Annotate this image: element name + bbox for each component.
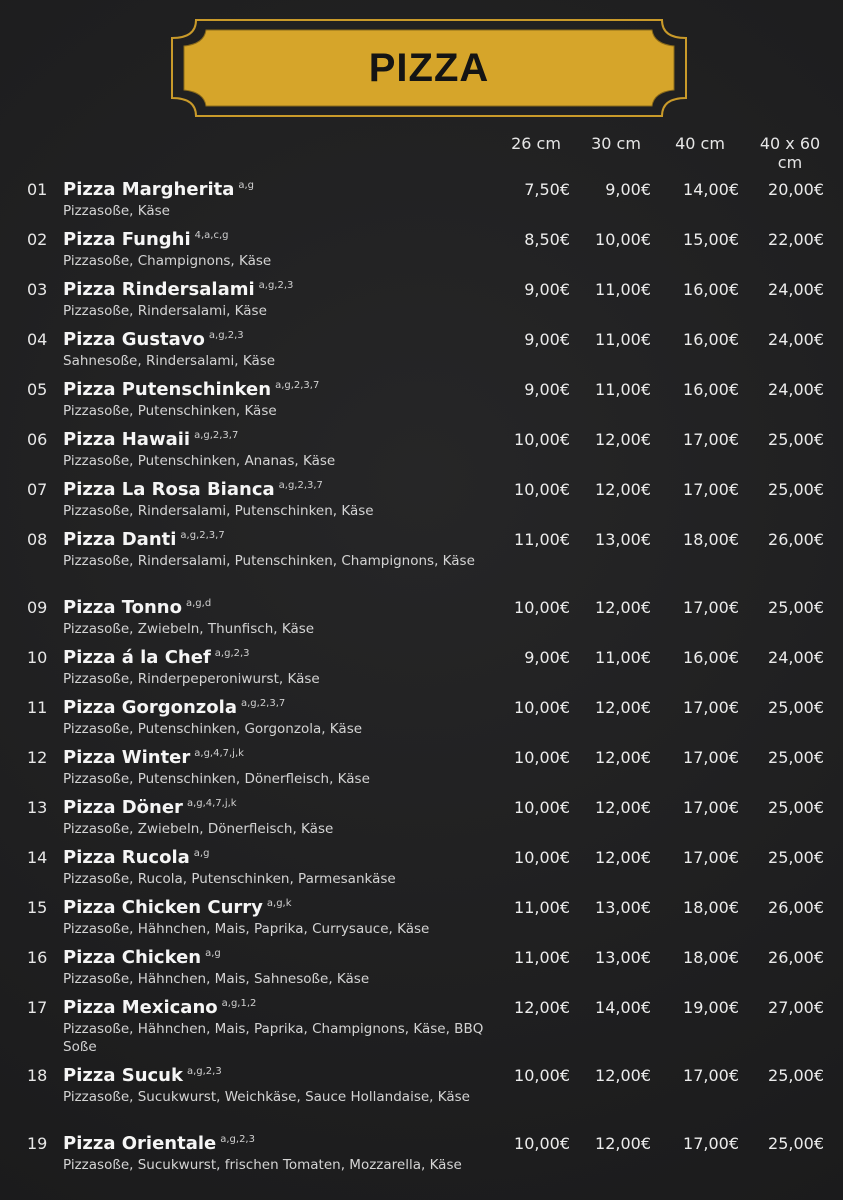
item-number: 08 (27, 530, 48, 549)
item-name-text: Pizza Chicken (63, 947, 202, 968)
price-26cm: 10,00€ (514, 1134, 570, 1153)
price-40cm: 16,00€ (683, 648, 739, 667)
price-30cm: 13,00€ (595, 948, 651, 967)
item-allergens: a,g,4,7,j,k (194, 748, 244, 759)
menu-item (0, 698, 843, 748)
item-description: Pizzasoße, Rindersalami, Putenschinken, Käse (63, 503, 374, 519)
item-name (63, 479, 323, 500)
price-30cm: 14,00€ (595, 998, 651, 1017)
price-40cm: 16,00€ (683, 330, 739, 349)
price-40x60cm: 26,00€ (768, 530, 824, 549)
item-number: 04 (27, 330, 48, 349)
price-30cm: 13,00€ (595, 530, 651, 549)
price-40cm: 18,00€ (683, 530, 739, 549)
item-name-text: Pizza Hawaii (63, 429, 191, 450)
item-name (63, 997, 256, 1018)
price-30cm: 12,00€ (595, 748, 651, 767)
item-description: Pizzasoße, Putenschinken, Dönerfleisch, Käse (63, 771, 370, 787)
price-26cm: 11,00€ (514, 898, 570, 917)
price-30cm: 11,00€ (595, 380, 651, 399)
item-description: Pizzasoße, Käse (63, 203, 170, 219)
item-description: Pizzasoße, Sucukwurst, frischen Tomaten, Mozzarella, Käse (63, 1157, 462, 1173)
price-40x60cm: 25,00€ (768, 1134, 824, 1153)
item-number: 07 (27, 480, 48, 499)
price-40x60cm: 25,00€ (768, 430, 824, 449)
item-name-text: Pizza Chicken Curry (63, 897, 263, 918)
price-40x60cm: 26,00€ (768, 898, 824, 917)
menu-item (0, 1134, 843, 1184)
price-40cm: 17,00€ (683, 480, 739, 499)
item-allergens: a,g (238, 180, 255, 191)
item-number: 13 (27, 798, 48, 817)
price-30cm: 12,00€ (595, 598, 651, 617)
item-name-text: Pizza Gustavo (63, 329, 205, 350)
item-allergens: a,g,d (185, 598, 212, 609)
price-40cm: 19,00€ (683, 998, 739, 1017)
price-40cm: 16,00€ (683, 380, 739, 399)
menu-item (0, 848, 843, 898)
item-allergens: a,g,2,3,7 (194, 430, 239, 441)
item-description: Pizzasoße, Hähnchen, Mais, Sahnesoße, Käse (63, 971, 370, 987)
price-30cm: 12,00€ (595, 798, 651, 817)
item-name-text: Pizza Orientale (63, 1133, 217, 1154)
item-number: 06 (27, 430, 48, 449)
item-name-text: Pizza Margherita (63, 179, 235, 200)
item-description: Pizzasoße, Champignons, Käse (63, 253, 272, 269)
item-name (63, 1133, 255, 1154)
item-name-text: Pizza Danti (63, 529, 177, 550)
item-number: 01 (27, 180, 48, 199)
price-40x60cm: 25,00€ (768, 848, 824, 867)
price-40cm: 18,00€ (683, 898, 739, 917)
item-name-text: Pizza Funghi (63, 229, 191, 250)
item-description: Pizzasoße, Rindersalami, Käse (63, 303, 267, 319)
price-40x60cm: 25,00€ (768, 798, 824, 817)
price-30cm: 12,00€ (595, 1066, 651, 1085)
item-name-text: Pizza Rucola (63, 847, 190, 868)
price-26cm: 9,00€ (524, 648, 570, 667)
price-26cm: 10,00€ (514, 430, 570, 449)
item-name (63, 947, 221, 968)
item-name-text: Pizza á la Chef (63, 647, 211, 668)
price-30cm: 12,00€ (595, 430, 651, 449)
menu-item (0, 330, 843, 380)
item-name-text: Pizza Tonno (63, 597, 182, 618)
item-allergens: a,g,2,3 (258, 280, 294, 291)
item-description: Pizzasoße, Rindersalami, Putenschinken, Champignons, Käse (63, 553, 475, 569)
item-allergens: a,g,k (266, 898, 292, 909)
price-30cm: 12,00€ (595, 1134, 651, 1153)
price-30cm: 11,00€ (595, 280, 651, 299)
price-40x60cm: 25,00€ (768, 1066, 824, 1085)
menu-item (0, 530, 843, 598)
price-26cm: 10,00€ (514, 480, 570, 499)
menu-item (0, 648, 843, 698)
price-40x60cm: 20,00€ (768, 180, 824, 199)
item-allergens: a,g,1,2 (221, 998, 257, 1009)
item-name (63, 697, 285, 718)
price-26cm: 10,00€ (514, 1066, 570, 1085)
item-allergens: a,g,2,3,7 (240, 698, 286, 709)
item-name (63, 797, 237, 818)
item-allergens: a,g,2,3 (220, 1134, 255, 1145)
item-name-text: Pizza Mexicano (63, 997, 218, 1018)
item-number: 09 (27, 598, 48, 617)
item-name (63, 647, 250, 668)
item-allergens: a,g,2,3,7 (275, 380, 320, 391)
item-name (63, 329, 244, 350)
price-40x60cm: 24,00€ (768, 280, 824, 299)
price-26cm: 8,50€ (524, 230, 570, 249)
item-name (63, 279, 293, 300)
price-40cm: 17,00€ (683, 1066, 739, 1085)
item-allergens: a,g,2,3 (186, 1066, 222, 1077)
price-40x60cm: 26,00€ (768, 948, 824, 967)
item-number: 19 (27, 1134, 48, 1153)
item-name-text: Pizza Döner (63, 797, 183, 818)
item-description: Sahnesoße, Rindersalami, Käse (63, 353, 276, 369)
item-name (63, 379, 319, 400)
item-name-text: Pizza Rindersalami (63, 279, 255, 300)
menu-item (0, 230, 843, 280)
menu-item (0, 280, 843, 330)
price-26cm: 9,00€ (524, 330, 570, 349)
item-name-text: Pizza Gorgonzola (63, 697, 237, 718)
item-name (63, 229, 229, 250)
item-allergens: a,g (205, 948, 221, 959)
item-name (63, 747, 244, 768)
menu-list (0, 180, 843, 1184)
size-header-26: 26 cm (511, 134, 561, 153)
item-name (63, 429, 238, 450)
item-number: 14 (27, 848, 48, 867)
price-26cm: 12,00€ (514, 998, 570, 1017)
item-number: 16 (27, 948, 48, 967)
price-40cm: 14,00€ (683, 180, 739, 199)
price-40x60cm: 25,00€ (768, 480, 824, 499)
menu-item (0, 180, 843, 230)
price-40cm: 17,00€ (683, 1134, 739, 1153)
item-name (63, 1065, 222, 1086)
menu-item (0, 430, 843, 480)
item-description: Pizzasoße, Putenschinken, Ananas, Käse (63, 453, 336, 469)
price-40x60cm: 25,00€ (768, 698, 824, 717)
item-number: 15 (27, 898, 48, 917)
item-description: Pizzasoße, Zwiebeln, Thunfisch, Käse (63, 621, 315, 637)
price-26cm: 10,00€ (514, 698, 570, 717)
item-description: Pizzasoße, Hähnchen, Mais, Paprika, Currysauce, Käse (63, 921, 430, 937)
price-40cm: 17,00€ (683, 748, 739, 767)
size-header-40: 40 cm (675, 134, 725, 153)
item-description: Pizzasoße, Rinderpeperoniwurst, Käse (63, 671, 320, 687)
price-40x60cm: 24,00€ (768, 330, 824, 349)
item-name (63, 597, 211, 618)
price-40cm: 17,00€ (683, 698, 739, 717)
price-26cm: 11,00€ (514, 948, 570, 967)
price-40cm: 18,00€ (683, 948, 739, 967)
item-number: 10 (27, 648, 48, 667)
item-description: Pizzasoße, Zwiebeln, Dönerfleisch, Käse (63, 821, 334, 837)
menu-item (0, 898, 843, 948)
price-40cm: 17,00€ (683, 798, 739, 817)
size-headers (0, 134, 843, 174)
menu-item (0, 480, 843, 530)
price-40cm: 15,00€ (683, 230, 739, 249)
item-name-text: Pizza Winter (63, 747, 191, 768)
item-number: 11 (27, 698, 48, 717)
price-26cm: 9,00€ (524, 280, 570, 299)
price-26cm: 10,00€ (514, 598, 570, 617)
item-allergens: 4,a,c,g (194, 230, 229, 241)
price-40cm: 17,00€ (683, 430, 739, 449)
price-40cm: 16,00€ (683, 280, 739, 299)
menu-item (0, 798, 843, 848)
price-26cm: 10,00€ (514, 848, 570, 867)
price-40x60cm: 27,00€ (768, 998, 824, 1017)
price-30cm: 9,00€ (605, 180, 651, 199)
item-number: 02 (27, 230, 48, 249)
item-allergens: a,g,2,3 (208, 330, 244, 341)
menu-item (0, 948, 843, 998)
item-description: Pizzasoße, Putenschinken, Gorgonzola, Käse (63, 721, 363, 737)
size-header-30: 30 cm (591, 134, 641, 153)
item-description: Pizzasoße, Rucola, Putenschinken, Parmesankäse (63, 871, 396, 887)
price-30cm: 13,00€ (595, 898, 651, 917)
item-description: Pizzasoße, Putenschinken, Käse (63, 403, 277, 419)
menu-item (0, 748, 843, 798)
item-allergens: a,g,2,3 (214, 648, 250, 659)
price-30cm: 12,00€ (595, 848, 651, 867)
price-40cm: 17,00€ (683, 848, 739, 867)
item-number: 03 (27, 280, 48, 299)
price-26cm: 10,00€ (514, 798, 570, 817)
menu-item (0, 598, 843, 648)
item-name-text: Pizza La Rosa Bianca (63, 479, 275, 500)
price-40x60cm: 25,00€ (768, 748, 824, 767)
item-name (63, 179, 254, 200)
item-name (63, 847, 209, 868)
item-name-text: Pizza Putenschinken (63, 379, 272, 400)
item-description: Pizzasoße, Hähnchen, Mais, Paprika, Champignons, Käse, BBQ Soße (63, 1021, 484, 1055)
item-description: Pizzasoße, Sucukwurst, Weichkäse, Sauce Hollandaise, Käse (63, 1089, 470, 1105)
item-name-text: Pizza Sucuk (63, 1065, 183, 1086)
item-allergens: a,g,2,3,7 (180, 530, 225, 541)
menu-item (0, 1066, 843, 1134)
price-30cm: 10,00€ (595, 230, 651, 249)
menu-item (0, 998, 843, 1066)
item-number: 12 (27, 748, 48, 767)
title-banner (168, 16, 690, 120)
page-title: PIZZA (368, 45, 490, 90)
price-40x60cm: 22,00€ (768, 230, 824, 249)
price-40x60cm: 24,00€ (768, 380, 824, 399)
price-26cm: 7,50€ (524, 180, 570, 199)
price-26cm: 11,00€ (514, 530, 570, 549)
menu-item (0, 380, 843, 430)
price-26cm: 9,00€ (524, 380, 570, 399)
price-40cm: 17,00€ (683, 598, 739, 617)
price-30cm: 12,00€ (595, 698, 651, 717)
price-40x60cm: 24,00€ (768, 648, 824, 667)
item-number: 17 (27, 998, 48, 1017)
item-number: 18 (27, 1066, 48, 1085)
item-allergens: a,g (193, 848, 210, 859)
price-40x60cm: 25,00€ (768, 598, 824, 617)
item-allergens: a,g,2,3,7 (278, 480, 323, 491)
item-name (63, 529, 225, 550)
item-allergens: a,g,4,7,j,k (186, 798, 237, 809)
size-header-40x60: 40 x 60 cm (759, 134, 821, 172)
price-26cm: 10,00€ (514, 748, 570, 767)
price-30cm: 11,00€ (595, 330, 651, 349)
price-30cm: 11,00€ (595, 648, 651, 667)
item-number: 05 (27, 380, 48, 399)
price-30cm: 12,00€ (595, 480, 651, 499)
item-name (63, 897, 292, 918)
